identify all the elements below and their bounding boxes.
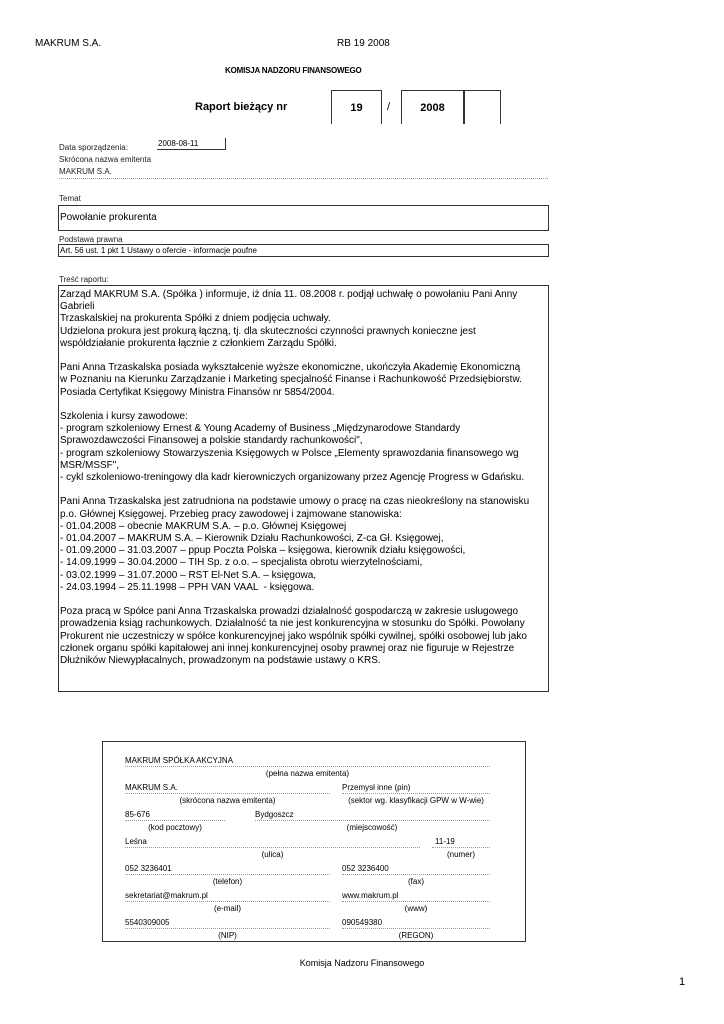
fax-caption: (fax) — [408, 877, 424, 886]
date-value: 2008-08-11 — [157, 138, 226, 150]
report-extra-box — [464, 90, 501, 124]
sector-caption: (sektor wg. klasyfikacji GPW w W-wie) — [348, 796, 484, 805]
city-caption: (miejscowość) — [346, 823, 398, 832]
issuer-phone: 052 3236401 — [125, 864, 172, 873]
report-label: Raport bieżący nr — [195, 101, 288, 113]
regon-caption: (REGON) — [398, 931, 434, 940]
report-number-box — [331, 90, 382, 124]
issuer-number: 11-19 — [435, 837, 455, 846]
subject-label: Temat — [59, 194, 81, 203]
fax-line — [342, 874, 490, 875]
street-line — [125, 847, 420, 848]
page-number: 1 — [679, 976, 686, 988]
nip-caption: (NIP) — [218, 931, 237, 940]
sector-line — [342, 793, 490, 794]
report-number: 19 — [350, 102, 363, 114]
commission-title: KOMISJA NADZORU FINANSOWEGO — [225, 66, 362, 75]
www-caption: (www) — [404, 904, 428, 913]
number-caption: (numer) — [446, 850, 475, 859]
issuer-www[interactable]: www.makrum.pl — [342, 891, 399, 900]
nip-line — [125, 928, 330, 929]
issuer-street: Leśna — [125, 837, 147, 846]
postal-line — [125, 820, 225, 821]
issuer-full-name: MAKRUM SPÓŁKA AKCYJNA — [125, 756, 234, 765]
legal-basis-value: Art. 56 ust. 1 pkt 1 Ustawy o ofercie - informacje poufne — [58, 244, 549, 257]
postal-code-caption: (kod pocztowy) — [148, 823, 202, 832]
content-text: Zarząd MAKRUM S.A. (Spółka ) informuje, iż dnia 11. 08.2008 r. podjął uchwałę o powołaniu Pani Anny Gabrieli Trzaskalskiej na prokurenta Spółki z dniem podjęcia uchwały. Udzielona prokura jest prokurą łączną, tj. dla skuteczności czynności prawnych konieczne jest współdziałanie prokurenta łącznie z członkiem Zarządu Spółki. Pani Anna Trzaskalska posiada wykształcenie wyższe ekonomiczne, ukończyła Akademię Ekonomiczną w Poznaniu na Kierunku Zarządzanie i Marketing specjalność Finanse i Rachunkowość Przedsiębiorstw. Posiada Certyfikat Księgowy Ministra Finansów nr 5854/2004. Szkolenia i kursy zawodowe: - program szkoleniowy Ernest & Young Academy of Business „Międzynarodowe Standardy Sprawozdawczości Finansowej a polskie standardy rachunkowości", - program szkoleniowy Stowarzyszenia Księgowych w Polsce „Elementy sprawozdania finansowego wg MSR/MSSF", - cykl szkoleniowo-treningowy dla kadr kierowniczych organizowany przez Agencję Progress w Gdańsku. Pani Anna Trzaskalska jest zatrudniona na podstawie umowy o pracę na czas nieokreślony na stanowisku p.o. Głównej Księgowej. Przebieg pracy zawodowej i zajmowane stanowiska: - 01.04.2008 – obecnie MAKRUM S.A. – p.o. Głównej Księgowej - 01.04.2007 – MAKRUM S.A. – Kierownik Działu Rachunkowości, Z-ca Gł. Księgowej, - 01.09.2000 – 31.03.2007 – ppup Poczta Polska – księgowa, kierownik działu księgowości, - 14.09.1999 – 30.04.2000 – TIH Sp. z o.o. – specjalista obrotu wierzytelnościami, - 03.02.1999 – 31.07.2000 – RST El-Net S.A. – księgowa, - 24.03.1994 – 25.11.1998 – PPH VAN VAAL - księgowa. Poza pracą w Spółce pani Anna Trzaskalska prowadzi działalność gospodarczą w zakresie usługowego prowadzenia ksiąg rachunkowych. Działalność ta nie jest konkurencyjna w stosunku do Spółki. Powołany Prokurent nie uczestniczy w spółce konkurencyjnej jako wspólnik spółki cywilnej, spółki osobowej lub jako członek organu spółki kapitałowej ani innej konkurencyjnej osoby prawnej oraz nie figuruje w Rejestrze Dłużników Niewypłacalnych, prowadzonym na podstawie ustawy o KRS. — [60, 289, 530, 667]
issuer-regon: 090549380 — [342, 918, 383, 927]
email-line — [125, 901, 330, 902]
content-box — [58, 285, 549, 692]
issuer-short-name: MAKRUM S.A. — [125, 783, 178, 792]
legal-basis-label: Podstawa prawna — [59, 235, 123, 244]
issuer-email[interactable]: sekretariat@makrum.pl — [125, 891, 208, 900]
short-name-line — [125, 793, 330, 794]
phone-line — [125, 874, 330, 875]
city-line — [255, 820, 490, 821]
street-caption: (ulica) — [261, 850, 284, 859]
email-caption: (e-mail) — [213, 904, 242, 913]
issuer-city: Bydgoszcz — [255, 810, 294, 819]
phone-caption: (telefon) — [212, 877, 243, 886]
issuer-nip: 5540309005 — [125, 918, 170, 927]
date-label: Data sporządzenia: — [59, 143, 128, 152]
regon-line — [342, 928, 490, 929]
issuer-postal-code: 85-676 — [125, 810, 150, 819]
report-year: 2008 — [420, 102, 445, 114]
header-report-id: RB 19 2008 — [337, 38, 390, 49]
full-name-line — [125, 766, 490, 767]
www-line — [342, 901, 490, 902]
short-name-value: MAKRUM S.A. — [59, 167, 112, 176]
full-name-caption: (pełna nazwa emitenta) — [265, 769, 350, 778]
report-separator: / — [387, 101, 391, 113]
meta-divider — [59, 178, 548, 179]
report-year-box — [401, 90, 464, 124]
short-name-label: Skrócona nazwa emitenta — [59, 155, 152, 164]
short-name-caption: (skrócona nazwa emitenta) — [179, 796, 276, 805]
footer-text: Komisja Nadzoru Finansowego — [299, 958, 425, 968]
issuer-fax: 052 3236400 — [342, 864, 389, 873]
header-company: MAKRUM S.A. — [35, 38, 102, 49]
issuer-sector: Przemysł inne (pin) — [342, 783, 411, 792]
number-line — [432, 847, 490, 848]
subject-value: Powołanie prokurenta — [58, 205, 549, 231]
content-label: Treść raportu: — [59, 275, 109, 284]
